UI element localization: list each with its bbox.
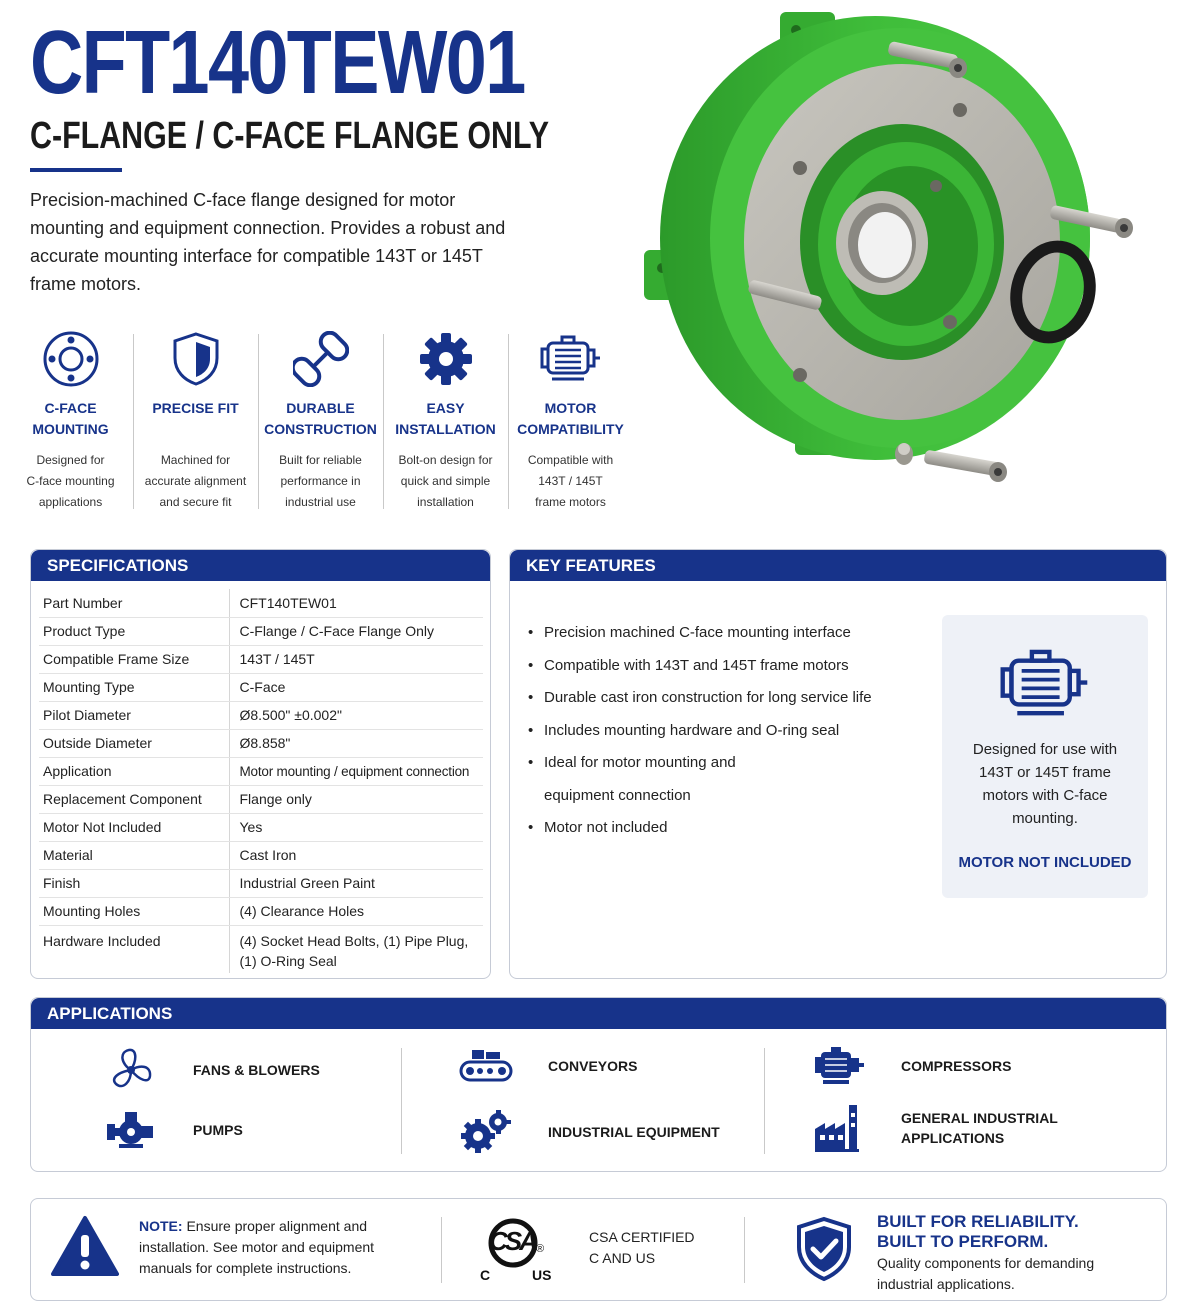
feature-precise-fit (133, 330, 258, 515)
feature-desc: quick and simple (400, 474, 491, 488)
feature-title: MOTOR (544, 400, 597, 416)
feature-durable-construction (258, 330, 383, 515)
gear-icon (383, 330, 508, 388)
spec-value: Motor mounting / equipment connection (229, 757, 483, 785)
spec-key: Finish (39, 869, 229, 897)
spec-value: Ø8.500" ±0.002" (229, 701, 483, 729)
spec-value: Flange only (229, 785, 483, 813)
table-row (39, 869, 483, 897)
spec-key: Outside Diameter (39, 729, 229, 757)
divider (744, 1217, 745, 1283)
shield-check-icon (795, 1216, 853, 1287)
spec-key: Hardware Included (39, 925, 229, 973)
table-row (39, 645, 483, 673)
table-row (39, 673, 483, 701)
application-label: CONVEYORS (548, 1058, 638, 1074)
spec-value: 143T / 145T (229, 645, 483, 673)
intro-paragraph: Precision-machined C-face flange designed for motor mounting and equipment connection. Provides a robust and accurate mounting interface for compatible 143T or 145T frame motors. (30, 190, 506, 294)
specifications-panel (30, 549, 491, 979)
c-face-mounting-icon (8, 330, 133, 388)
application-item (101, 1046, 320, 1094)
spec-value: Yes (229, 813, 483, 841)
spec-key: Replacement Component (39, 785, 229, 813)
fan-icon (101, 1046, 161, 1094)
feature-title: MOUNTING (32, 421, 109, 437)
reliability-statement (877, 1212, 1127, 1295)
divider (401, 1048, 402, 1154)
table-row (39, 617, 483, 645)
reliability-headline: BUILT TO PERFORM. (877, 1232, 1049, 1251)
factory-icon (809, 1103, 869, 1153)
pump-icon (101, 1110, 161, 1150)
motor-not-included-label: MOTOR NOT INCLUDED (958, 854, 1132, 871)
feature-c-face-mounting (8, 330, 133, 515)
gears-icon (456, 1110, 516, 1154)
motor-icon (942, 649, 1148, 724)
spec-key: Part Number (39, 589, 229, 617)
application-item (809, 1046, 1011, 1086)
spec-value: (4) Clearance Holes (229, 897, 483, 925)
key-features-list (528, 617, 928, 845)
application-label-line: APPLICATIONS (901, 1130, 1005, 1146)
application-item (456, 1110, 720, 1154)
spec-value: CFT140TEW01 (229, 589, 483, 617)
feature-desc: Built for reliable (279, 453, 362, 467)
csa-logo-text: CSA (489, 1226, 535, 1256)
spec-key: Pilot Diameter (39, 701, 229, 729)
callout-text: Designed for use with 143T or 145T frame motors with C-face mounting. (972, 741, 1118, 827)
motor-icon (508, 330, 633, 388)
csa-us-mark: US (532, 1267, 552, 1283)
feature-title: C-FACE (44, 400, 97, 416)
spec-value: (4) Socket Head Bolts, (1) Pipe Plug, (1) O-Ring Seal (239, 932, 469, 969)
table-row (39, 813, 483, 841)
application-label: INDUSTRIAL EQUIPMENT (548, 1124, 720, 1140)
applications-heading: APPLICATIONS (31, 998, 1166, 1029)
table-row (39, 701, 483, 729)
csa-certification-logo (477, 1211, 557, 1291)
product-image (640, 0, 1180, 500)
feature-title: PRECISE FIT (152, 400, 239, 416)
shield-icon (133, 330, 258, 388)
list-item: • Durable cast iron construction for long service life (528, 682, 928, 715)
applications-panel (30, 997, 1167, 1172)
reliability-text: Quality components for demanding industrial applications. (877, 1255, 1095, 1292)
feature-title: EASY (426, 400, 465, 416)
feature-desc: 143T / 145T (538, 474, 603, 488)
list-item: • Ideal for motor mounting and equipment connection (528, 747, 778, 812)
spec-key: Product Type (39, 617, 229, 645)
feature-title: INSTALLATION (395, 421, 496, 437)
feature-desc: frame motors (535, 495, 606, 509)
feature-highlights (8, 330, 638, 515)
feature-desc: accurate alignment (144, 474, 247, 488)
csa-line: C AND US (589, 1250, 656, 1266)
table-row (39, 841, 483, 869)
spec-key: Compatible Frame Size (39, 645, 229, 673)
feature-desc: Bolt-on design for (398, 453, 493, 467)
spec-value: C-Face (229, 673, 483, 701)
csa-line: CSA CERTIFIED (589, 1229, 695, 1245)
application-item (101, 1110, 243, 1150)
feature-desc: industrial use (285, 495, 356, 509)
csa-c-mark: C (480, 1267, 491, 1283)
application-label: FANS & BLOWERS (193, 1062, 320, 1078)
table-row (39, 589, 483, 617)
chain-link-icon (258, 330, 383, 388)
list-item: • Motor not included (528, 812, 928, 845)
specifications-heading: SPECIFICATIONS (31, 550, 490, 581)
key-features-panel (509, 549, 1167, 979)
feature-motor-compatibility (508, 330, 633, 515)
feature-desc: applications (38, 495, 103, 509)
feature-title: DURABLE (286, 400, 355, 416)
table-row (39, 897, 483, 925)
application-label-line: GENERAL INDUSTRIAL (901, 1110, 1058, 1126)
application-label: COMPRESSORS (901, 1058, 1012, 1074)
spec-key: Application (39, 757, 229, 785)
spec-value: Industrial Green Paint (229, 869, 483, 897)
feature-desc: and secure fit (159, 495, 232, 509)
page-subtitle: C-FLANGE / C-FACE FLANGE ONLY (30, 115, 550, 157)
spec-value: Ø8.858" (229, 729, 483, 757)
divider (441, 1217, 442, 1283)
application-label: PUMPS (193, 1122, 243, 1138)
spec-value: Cast Iron (229, 841, 483, 869)
application-item (809, 1103, 1058, 1153)
motor-compatibility-callout (942, 615, 1148, 898)
feature-desc: C-face mounting (26, 474, 115, 488)
feature-desc: Designed for (36, 453, 105, 467)
spec-key: Mounting Holes (39, 897, 229, 925)
note-label: NOTE: (139, 1218, 183, 1234)
conveyor-icon (456, 1046, 516, 1086)
warning-icon (51, 1215, 119, 1282)
compressor-icon (809, 1046, 869, 1086)
page-title: CFT140TEW01 (30, 13, 525, 113)
spec-key: Mounting Type (39, 673, 229, 701)
feature-title: CONSTRUCTION (264, 421, 377, 437)
csa-certified-text (589, 1227, 695, 1269)
feature-desc: performance in (280, 474, 361, 488)
feature-desc: installation (417, 495, 474, 509)
socket-head-bolt (923, 450, 1007, 482)
table-row (39, 785, 483, 813)
divider (764, 1048, 765, 1154)
feature-title: COMPATIBILITY (517, 421, 624, 437)
key-features-heading: KEY FEATURES (510, 550, 1166, 581)
application-label (901, 1108, 1058, 1148)
table-row (39, 925, 483, 973)
application-item (456, 1046, 637, 1086)
csa-registered-mark: ® (536, 1243, 545, 1255)
footer-panel (30, 1198, 1167, 1301)
list-item: • Includes mounting hardware and O-ring seal (528, 715, 928, 748)
list-item: • Compatible with 143T and 145T frame motors (528, 650, 928, 683)
reliability-headline: BUILT FOR RELIABILITY. (877, 1212, 1079, 1231)
table-row (39, 729, 483, 757)
specifications-table (39, 589, 483, 973)
pipe-plug (895, 443, 913, 465)
title-underline (30, 168, 122, 172)
feature-easy-installation (383, 330, 508, 515)
feature-desc: Compatible with (527, 453, 614, 467)
note-text: Ensure proper alignment and installation. See motor and equipment manuals for complete instructions. (139, 1218, 375, 1276)
feature-desc: Machined for (160, 453, 231, 467)
spec-key: Motor Not Included (39, 813, 229, 841)
installation-note (139, 1216, 429, 1279)
table-row (39, 757, 483, 785)
list-item: • Precision machined C-face mounting interface (528, 617, 928, 650)
spec-value: C-Flange / C-Face Flange Only (229, 617, 483, 645)
spec-key: Material (39, 841, 229, 869)
